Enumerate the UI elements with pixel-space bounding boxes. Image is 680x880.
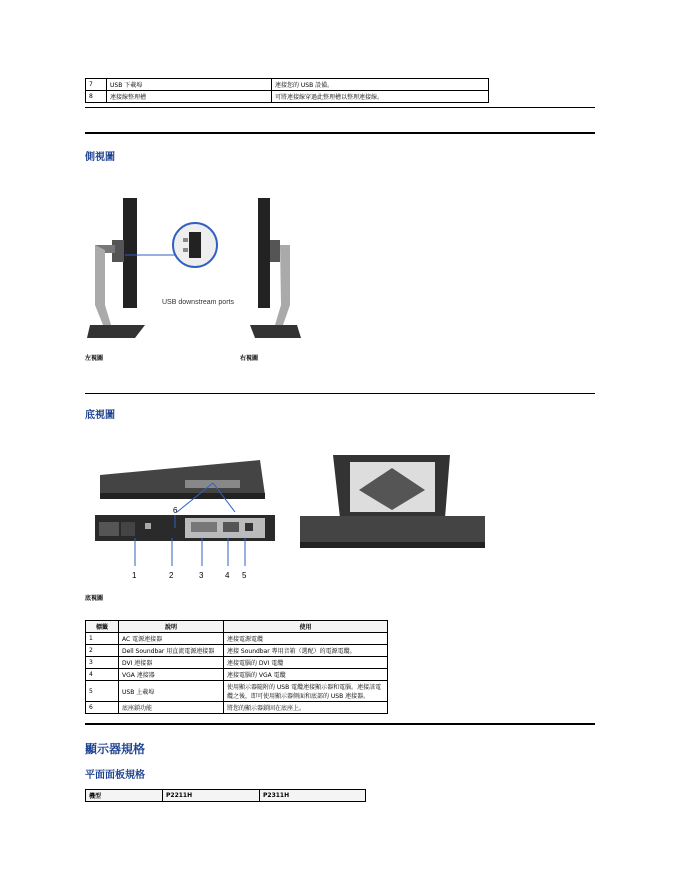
row-use: 連接電腦的 DVI 電纜 — [224, 657, 388, 669]
table-row — [86, 669, 388, 681]
bottom-view-illustration — [85, 450, 495, 590]
left-stand-base — [87, 325, 145, 338]
callout-5: 5 — [242, 571, 247, 580]
bottom-view-caption: 底視圖 — [85, 595, 104, 602]
left-monitor-panel — [123, 198, 137, 308]
specs-table — [85, 789, 366, 802]
row-desc: 連接您的 USB 設備。 — [272, 79, 489, 91]
divider — [85, 723, 595, 725]
row-label: DVI 連接器 — [119, 657, 224, 669]
table-header — [86, 621, 388, 633]
row-num: 8 — [86, 91, 107, 103]
row-num: 1 — [86, 633, 119, 645]
specs-subheading: 平面面板規格 — [85, 770, 145, 781]
bottom-view-heading: 底視圖 — [85, 410, 115, 421]
row-use: 使用顯示器隨附的 USB 電纜連接顯示器和電腦。連接該電纜之後，即可使用顯示器側面和底部的 USB 連接器。 — [224, 681, 388, 702]
row-label: VGA 連接器 — [119, 669, 224, 681]
row-desc: 可將連接線穿過此整理槽以整理連接線。 — [272, 91, 489, 103]
callout-4: 4 — [225, 571, 230, 580]
right-monitor-hinge — [270, 240, 280, 262]
row-use: 連接電源電纜 — [224, 633, 388, 645]
col-header: 說明 — [119, 621, 224, 633]
row-label: USB 上載埠 — [119, 681, 224, 702]
row-label: USB 下載埠 — [107, 79, 272, 91]
table-row — [86, 79, 489, 91]
row-label: 底座鎖功能 — [119, 702, 224, 714]
table-row — [86, 681, 388, 702]
col-header: 標籤 — [86, 621, 119, 633]
row-use: 連接電腦的 VGA 電纜 — [224, 669, 388, 681]
col-header: P2311H — [260, 790, 366, 802]
col-header: P2211H — [163, 790, 260, 802]
callout-3: 3 — [199, 571, 204, 580]
specs-heading: 顯示器規格 — [85, 742, 146, 756]
row-num: 3 — [86, 657, 119, 669]
callout-1: 1 — [132, 571, 137, 580]
row-num: 2 — [86, 645, 119, 657]
bottom-monitor-body — [100, 460, 265, 498]
right-monitor-panel — [258, 198, 270, 308]
usb-callout-label: USB downstream ports — [162, 299, 234, 306]
left-stand-neck — [95, 245, 111, 325]
connectors-table — [85, 620, 388, 714]
ports-table-top — [85, 78, 489, 103]
right-view-caption: 右視圖 — [240, 355, 259, 362]
table-row — [86, 91, 489, 103]
divider — [85, 393, 595, 394]
row-label: Dell Soundbar 用直流電源連接器 — [119, 645, 224, 657]
callout-6: 6 — [173, 506, 178, 515]
row-num: 4 — [86, 669, 119, 681]
table-header — [86, 790, 366, 802]
row-use: 連接 Soundbar 專用音箱（選配）的電源電纜。 — [224, 645, 388, 657]
row-num: 7 — [86, 79, 107, 91]
table-row — [86, 633, 388, 645]
row-num: 5 — [86, 681, 119, 702]
row-use: 將您的顯示器鎖固在底座上。 — [224, 702, 388, 714]
table-row — [86, 645, 388, 657]
side-view-illustration — [85, 190, 315, 350]
callout-2: 2 — [169, 571, 174, 580]
divider — [85, 132, 595, 134]
table-row — [86, 657, 388, 669]
divider — [85, 107, 595, 108]
row-num: 6 — [86, 702, 119, 714]
left-view-caption: 左視圖 — [85, 355, 104, 362]
row-label: 連接線整理槽 — [107, 91, 272, 103]
table-row — [86, 702, 388, 714]
col-header: 機型 — [86, 790, 163, 802]
right-stand-base — [250, 325, 301, 338]
col-header: 使用 — [224, 621, 388, 633]
side-view-heading: 側視圖 — [85, 152, 115, 163]
row-label: AC 電源連接器 — [119, 633, 224, 645]
